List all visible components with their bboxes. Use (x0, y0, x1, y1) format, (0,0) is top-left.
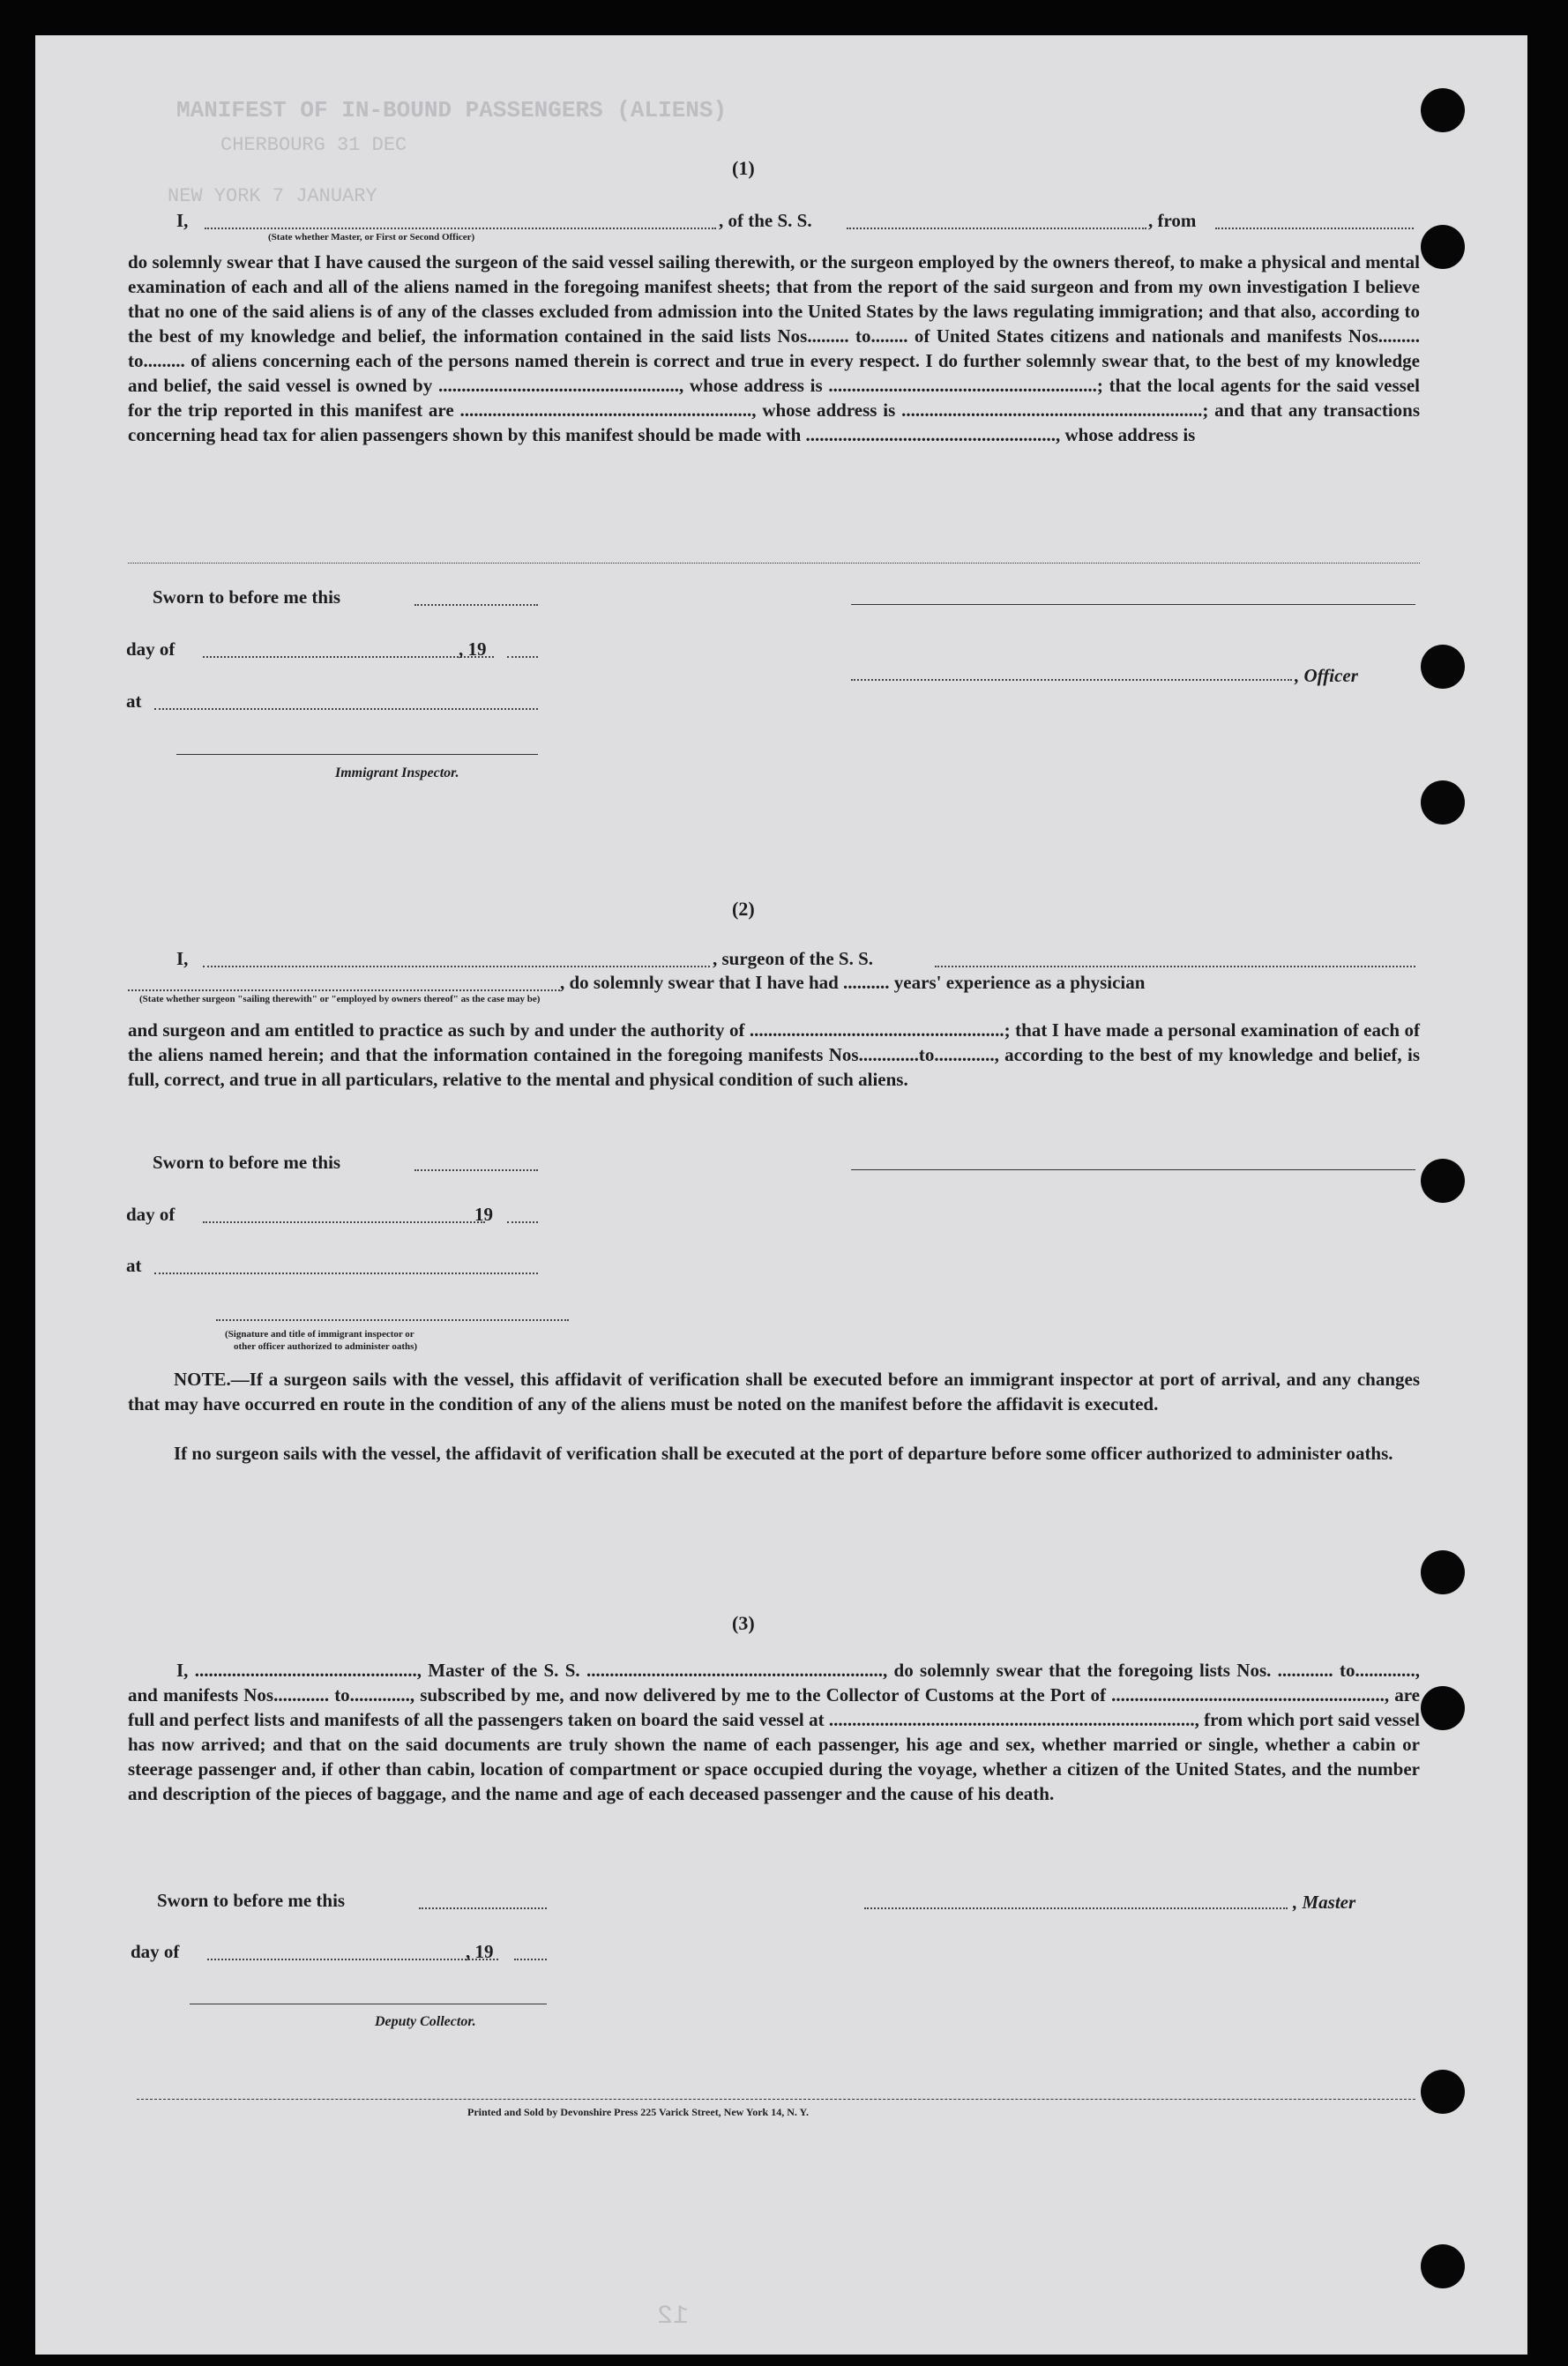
s2-surgeon-label: , surgeon of the S. S. (713, 948, 874, 969)
s1-at-label: at (126, 690, 142, 712)
s2-inspector-signature-line (216, 1319, 569, 1321)
printer-credit: Printed and Sold by Devonshire Press 225 Varick Street, New York 14, N. Y. (467, 2106, 810, 2118)
s1-officer-line (851, 679, 1292, 681)
s2-sworn-label: Sworn to before me this (153, 1152, 341, 1173)
s2-experience-line: , do solemnly swear that I have had .......... years' experience as a physician (560, 972, 1146, 993)
s2-note-surgeon-sails: NOTE.—If a surgeon sails with the vessel, this affidavit of verification shall be executed before an immigrant inspector at port of arrival, and any changes that may have occurred en route in the condition of any of the aliens must be noted on the manifest before the affidavit is executed. (128, 1369, 1420, 1414)
s3-master-line (864, 1907, 1288, 1909)
s1-year-label: , 19 (459, 638, 487, 660)
punch-hole (1421, 2070, 1465, 2114)
punch-hole (1421, 1159, 1465, 1203)
s2-year-label: 19 (474, 1204, 493, 1225)
s1-name-line (205, 228, 716, 229)
s1-vessel-label: , of the S. S. (719, 210, 812, 231)
punch-hole (1421, 780, 1465, 825)
s1-inspector-label: Immigrant Inspector. (335, 765, 459, 780)
s1-i-label: I, (176, 210, 189, 231)
punch-hole (1421, 645, 1465, 689)
section-1-number: (1) (732, 157, 755, 179)
section-2-number: (2) (732, 898, 755, 920)
s1-divider (128, 563, 1420, 564)
s3-affidavit-text: I, ................................................, Master of the S. S. ................................................................, do solemnly swear that the foregoing lists Nos. ............ to............., and manifests Nos............ to............., subscribed by me, and now delivered by me to the Collector of Customs at the Port of ..........................................................., are full and perfect lists and manifests of all the passengers taken on board the said vessel at ..............................................................................., from which port said vessel has now arrived; and that on the said documents are truly shown the name of each passenger, his age and sex, whether married or single, whether a cabin or steerage passenger and, if other than cabin, location of compartment or space occupied during the voyage, whether a citizen of the United States, and the number and description of the pieces of baggage, and the name and age of each deceased passenger and the cause of his death. (128, 1660, 1420, 1804)
bleed-through-dest: NEW YORK 7 JANUARY (168, 185, 377, 207)
punch-hole (1421, 2244, 1465, 2288)
s3-day-line (207, 1959, 498, 1960)
s3-year-line (514, 1959, 547, 1960)
s2-day-line (203, 1221, 485, 1223)
s2-signature-note-1: (Signature and title of immigrant inspector or (225, 1329, 414, 1340)
s2-surgeon-note: (State whether surgeon "sailing therewith" or "employed by owners thereof" as the case may be) (139, 994, 541, 1004)
s2-at-label: at (126, 1255, 142, 1276)
punch-hole (1421, 225, 1465, 269)
s1-from-label: , from (1148, 210, 1197, 231)
s1-year-line (507, 656, 538, 658)
s3-deputy-label: Deputy Collector. (375, 2014, 476, 2029)
s1-at-line (154, 708, 538, 710)
s2-sworn-line (414, 1169, 538, 1171)
s3-sworn-label: Sworn to before me this (157, 1890, 346, 1911)
section-3-number: (3) (732, 1612, 755, 1634)
s1-inspector-signature-line (176, 754, 538, 755)
s2-affidavit-text: and surgeon and am entitled to practice as such by and under the authority of .......................................................; that I have made a personal examination of each of the aliens named herein; and that the information contained in the foregoing manifests Nos.............to............., according to the best of my knowledge and belief, is full, correct, and true in all particulars, relative to the mental and physical condition of such aliens. (128, 1019, 1420, 1090)
s1-sworn-label: Sworn to before me this (153, 586, 341, 608)
bleed-through-port: CHERBOURG 31 DEC (220, 134, 407, 156)
s2-surgeon-type-line (128, 989, 560, 991)
s2-note-no-surgeon: If no surgeon sails with the vessel, the affidavit of verification shall be executed at the port of departure before some officer authorized to administer oaths. (174, 1443, 1393, 1464)
s2-name-line (203, 966, 710, 967)
footer-rule (137, 2099, 1415, 2100)
punch-hole (1421, 1686, 1465, 1730)
s2-surgeon-signature-line (851, 1169, 1415, 1170)
bleed-through-header: MANIFEST OF IN-BOUND PASSENGERS (ALIENS) (176, 97, 728, 123)
s2-day-label: day of (126, 1204, 175, 1225)
s1-affidavit-text: do solemnly swear that I have caused the surgeon of the said vessel sailing therewith, or the surgeon employed by the owners thereof, to make a physical and mental examination of each and all of the aliens named in the foregoing manifest sheets; that from the report of the said surgeon and from my own investigation I believe that no one of the said aliens is of any of the classes excluded from admission into the United States by the laws regulating immigration; and that also, according to the best of my knowledge and belief, the information contained in the said lists Nos......... to........ of United States citizens and nationals and manifests Nos......... to......... of aliens concerning each of the persons named therein is correct and true in every respect. I do further solemnly swear that, to the best of my knowledge and belief, the said vessel is owned by ...................................................., whose address is ..........................................................; that the local agents for the said vessel for the trip reported in this manifest are ..............................................................., whose address is .................................................................; and that any transactions concerning head tax for alien passengers shown by this manifest should be made with ......................................................, whose address is (128, 251, 1420, 445)
s1-role-note: (State whether Master, or First or Second Officer) (268, 232, 475, 243)
bleed-through-page-number: 12 (657, 2302, 690, 2332)
s2-year-line (507, 1221, 538, 1223)
s3-day-label: day of (131, 1941, 180, 1962)
s3-year-label: , 19 (466, 1941, 494, 1962)
s3-sworn-line (419, 1907, 547, 1909)
s1-officer-signature-line (851, 604, 1415, 605)
s1-day-line (203, 656, 494, 658)
s2-at-line (154, 1273, 538, 1274)
s2-vessel-line (935, 966, 1415, 967)
s2-signature-note-2: other officer authorized to administer oaths) (234, 1341, 418, 1352)
punch-hole (1421, 1550, 1465, 1594)
s1-from-line (1215, 228, 1414, 229)
document-page (35, 35, 1527, 2355)
s1-sworn-line (414, 604, 538, 606)
s1-day-label: day of (126, 638, 175, 660)
punch-hole (1421, 88, 1465, 132)
s3-master-label: , Master (1293, 1892, 1356, 1913)
s1-vessel-line (847, 228, 1146, 229)
s1-officer-label: , Officer (1295, 665, 1358, 686)
s2-i-label: I, (176, 948, 189, 969)
